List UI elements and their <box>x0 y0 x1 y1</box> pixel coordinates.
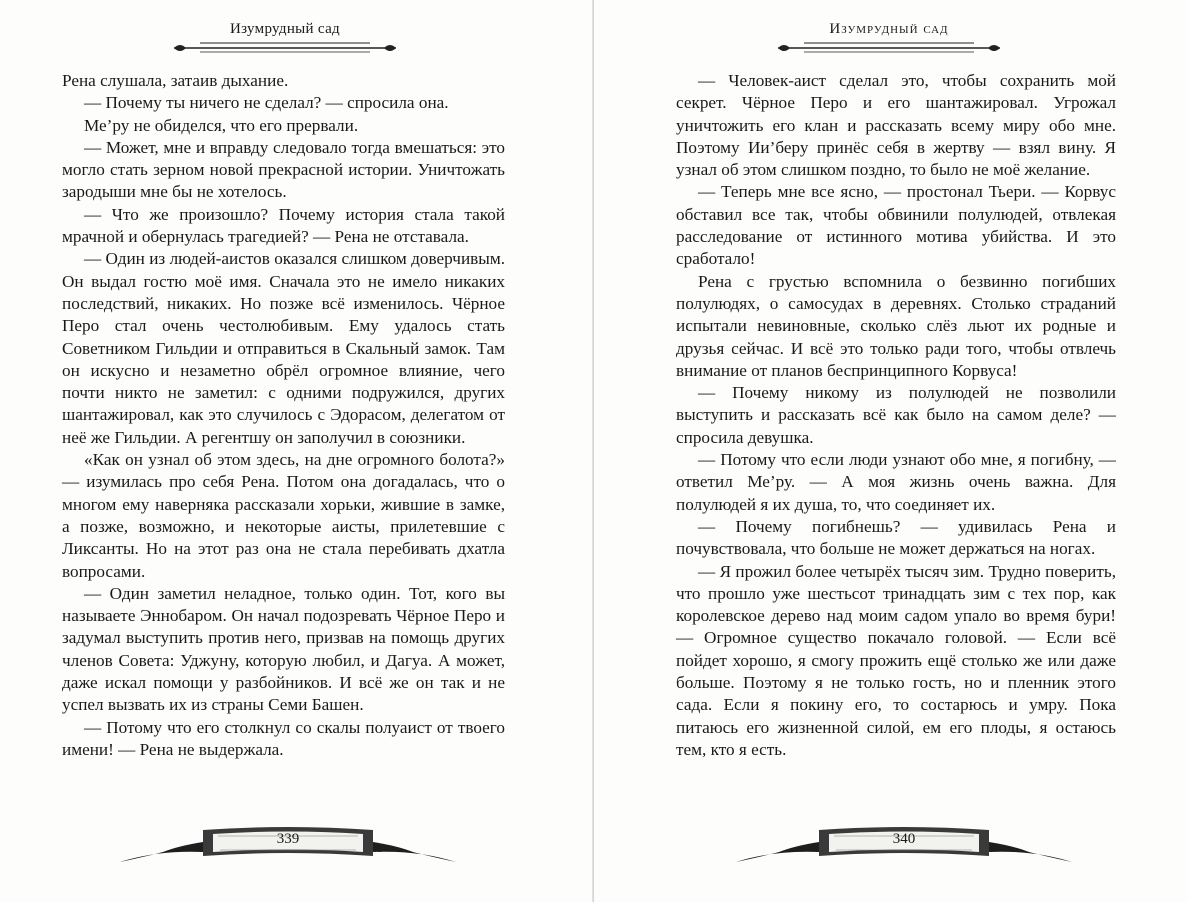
paragraph: — Потому что его столкнул со скалы полуаист от твоего имени! — Рена не выдержала. <box>62 717 505 759</box>
paragraph: — Один заметил неладное, только один. Тот, кого вы называете Эннобаром. Он начал подозревать Чёрное Перо и задумал выступить против него, призвав на помощь других членов Совета: Уджуну, которую любил, и Дагуа. А может, даже искал помощи у разбойников. И всё же он так и не успел вызвать их из страны Семи Башен. <box>62 583 505 715</box>
paragraph: — Теперь мне все ясно, — простонал Тьери. — Корвус обставил все так, чтобы обвинили полулюдей, отвлекая расследование от истинного мотива убийства. И это сработало! <box>676 182 1116 269</box>
page-number: 339 <box>276 831 300 847</box>
paragraph: — Почему ты ничего не сделал? — спросила она. <box>84 93 449 113</box>
running-head-title: Изумрудный сад <box>829 21 949 37</box>
paragraph: Рена с грустью вспомнила о безвинно погибших полулюдях, о самосудах в деревнях. Столько страданий испытали невиновные, сколько слёз льют их родные и друзья сейчас. И всё это только ради того, чтобы отвлечь внимание от планов беспринципного Корвуса! <box>676 271 1116 380</box>
header-rule-ornament <box>170 40 400 54</box>
paragraph: — Может, мне и вправду следовало тогда вмешаться: это могло стать зерном новой прекрасной истории. Уничтожать зародыши мне бы не хотелось. <box>62 137 505 202</box>
paragraph: «Как он узнал об этом здесь, на дне огромного болота?» — изумилась про себя Рена. Потом она догадалась, что о многом ему наверняка рассказали хорьки, жившие в замке, а позже, возможно, и некоторые аисты, прилетевшие с Ликсанты. Но на этот раз она не стала перебивать дхатла вопросами. <box>62 450 505 581</box>
paragraph: Ме’ру не обиделся, что его прервали. <box>84 115 359 135</box>
running-head-left <box>170 20 400 60</box>
page-number-banner <box>118 822 458 872</box>
running-head-title: Изумрудный сад <box>230 21 340 37</box>
running-head-right <box>774 20 1004 60</box>
page-number-banner <box>734 822 1074 872</box>
page-number: 340 <box>892 831 916 847</box>
body-text-left <box>62 70 505 761</box>
paragraph: — Потому что если люди узнают обо мне, я погибну, — ответил Ме’ру. — А моя жизнь очень важна. Для полулюдей я их душа, то, что соединяет их. <box>676 450 1116 514</box>
paragraph: Рена слушала, затаив дыхание. <box>62 71 289 90</box>
paragraph: — Человек-аист сделал это, чтобы сохранить мой секрет. Чёрное Перо и его шантажировал. Угрожал уничтожить его клан и рассказать всему миру обо мне. Поэтому Ии’беру принёс себя в жертву — взял вину. Я узнал об этом слишком поздно, то было не моё желание. <box>676 71 1116 180</box>
paragraph: — Почему никому из полулюдей не позволили выступить и рассказать всё как было на самом деле? — спросила девушка. <box>676 383 1116 447</box>
paragraph: — Почему погибнешь? — удивилась Рена и почувствовала, что больше не может держаться на ногах. <box>676 516 1116 559</box>
right-page <box>594 0 1188 902</box>
header-rule-ornament <box>774 40 1004 54</box>
paragraph: — Один из людей-аистов оказался слишком доверчивым. Он выдал гостю моё имя. Сначала это не имело никаких последствий, никаких. Но позже всё изменилось. Чёрное Перо стал очень честолюбивым. Ему удалось стать Советником Гильдии и отправиться в Скальный замок. Там он искусно и незаметно обрёл огромное влияние, чего почти никто не заметил: с одними подружился, других шантажировал, как это случилось с Эдорасом, делегатом от неё же Гильдии. А регентшу он заполучил в союзники. <box>62 249 505 447</box>
paragraph: — Что же произошло? Почему история стала такой мрачной и обернулась трагедией? — Рена не отставала. <box>62 204 505 247</box>
paragraph: — Я прожил более четырёх тысяч зим. Трудно поверить, что прошло уже шестьсот тринадцать зим с тех пор, как королевское дерево над моим садом упало во время бури! — Огромное существо покачало головой. — Если всё пойдет хорошо, я смогу прожить ещё столько же или даже больше. Поэтому я не только гость, но и пленник этого сада. Если я покину его, то состарюсь и умру. Пока питаюсь его жизненной силой, ем его плоды, я остаюсь тем, кто я есть. <box>676 561 1116 759</box>
body-text-right <box>676 70 1116 761</box>
